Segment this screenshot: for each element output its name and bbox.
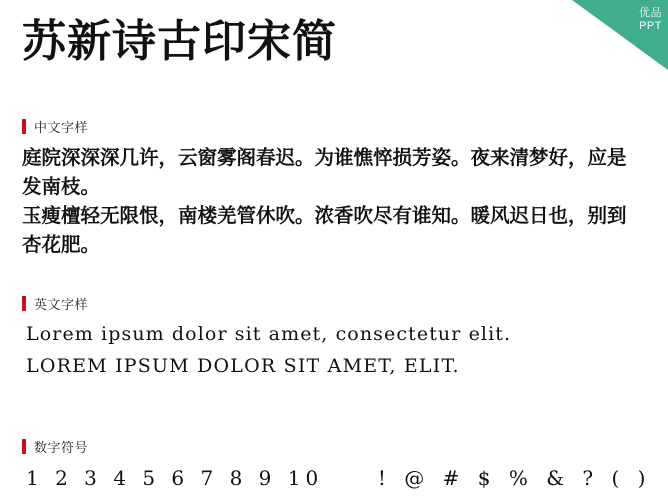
numerals-sample — [26, 464, 652, 492]
chinese-sample-line-1: 庭院深深深几许，云窗雾阁春迟。为谁憔悴损芳姿。夜来清梦好，应是发南枝。 — [22, 146, 627, 198]
ribbon-line-1: 优品 — [639, 7, 662, 19]
page-title: 苏新诗古印宋简 — [22, 16, 337, 67]
ribbon-text — [604, 7, 662, 33]
numerals-symbols: ! @ # $ % & ? ( ) — [377, 466, 652, 490]
accent-bar-icon — [22, 119, 26, 134]
section-heading-chinese — [22, 117, 88, 135]
ribbon-line-2: PPT — [639, 20, 662, 32]
section-heading-label: 中文字样 — [34, 120, 89, 136]
section-heading-english — [22, 294, 88, 312]
numerals-digits: 1 2 3 4 5 6 7 8 9 10 — [26, 466, 324, 490]
english-sample-uppercase: LOREM IPSUM DOLOR SIT AMET, ELIT. — [26, 355, 460, 377]
accent-bar-icon — [22, 439, 26, 454]
section-heading-label: 数字符号 — [34, 440, 89, 456]
corner-ribbon — [572, 0, 668, 70]
chinese-sample-line-2: 玉瘦檀轻无限恨，南楼羌管休吹。浓香吹尽有谁知。暖风迟日也，别到杏花肥。 — [22, 204, 627, 256]
section-heading-label: 英文字样 — [34, 297, 89, 313]
english-sample-lowercase: Lorem ipsum dolor sit amet, consectetur elit. — [26, 323, 512, 345]
accent-bar-icon — [22, 296, 26, 311]
chinese-sample-text — [22, 143, 642, 259]
section-heading-numerals — [22, 437, 88, 455]
